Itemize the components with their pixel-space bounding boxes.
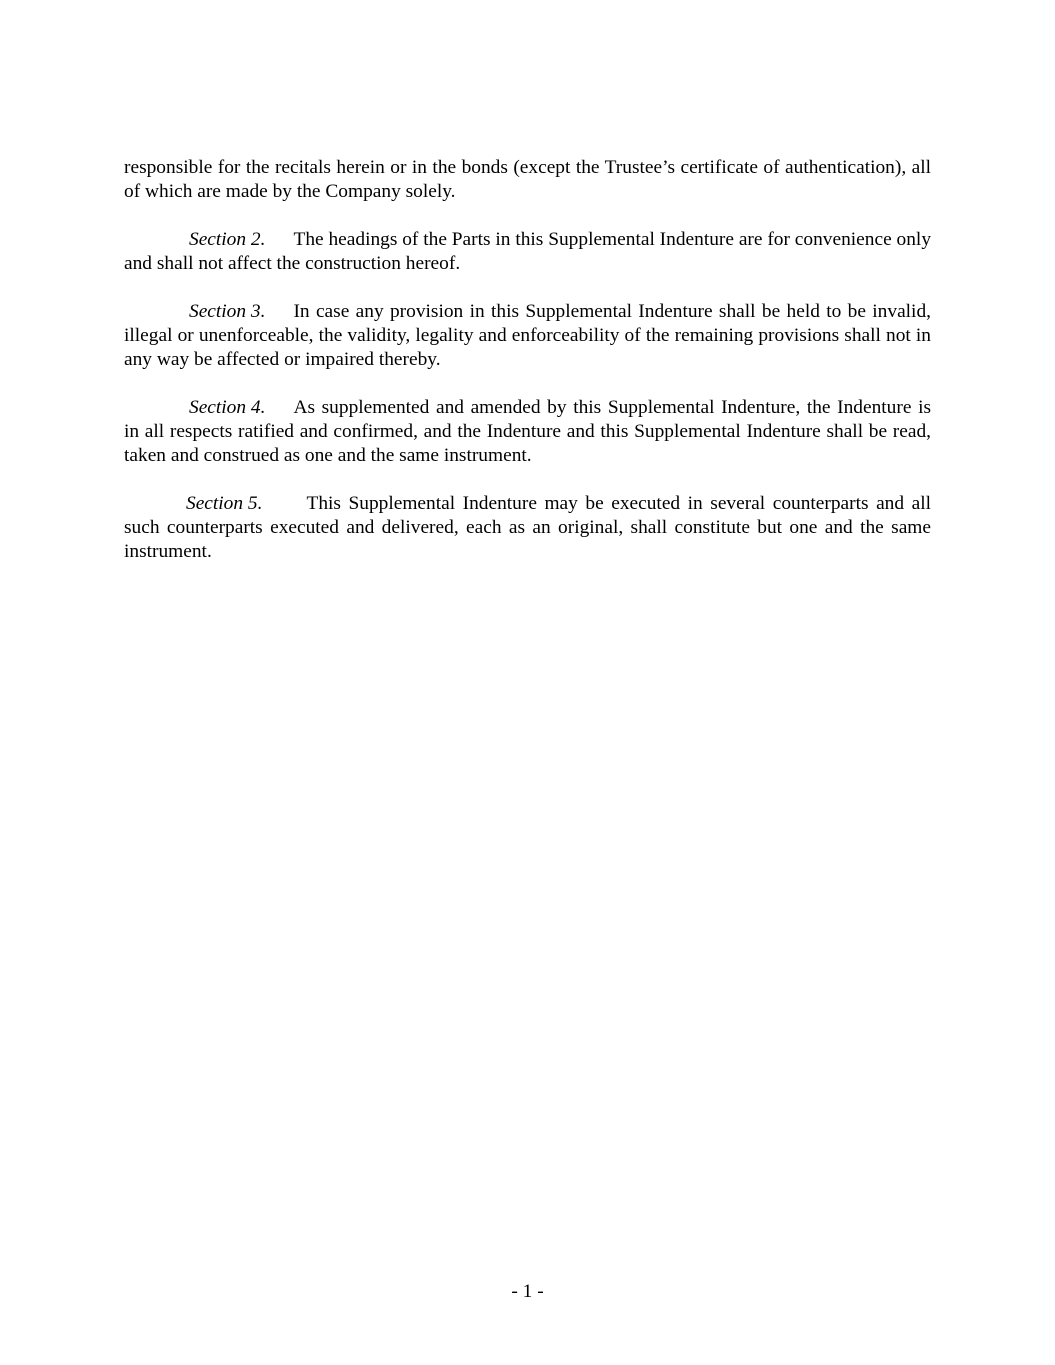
section-5-paragraph — [124, 492, 931, 564]
section-4-paragraph — [124, 396, 931, 468]
section-2-text: The headings of the Parts in this Supplemental Indenture are for convenience only and shall not affect the construction hereof. — [124, 229, 932, 274]
section-3-text: In case any provision in this Supplemental Indenture shall be held to be invalid, illegal or unenforceable, the validity, legality and enforceability of the remaining provisions shall not in any way be affected or impaired thereby. — [124, 301, 931, 370]
section-4-label: Section 4. — [189, 397, 266, 418]
section-4-text: As supplemented and amended by this Supplemental Indenture, the Indenture is in all respects ratified and confirmed, and the Indenture and this Supplemental Indenture shall be read, taken and construed as one and the same instrument. — [124, 397, 931, 466]
continuation-paragraph: responsible for the recitals herein or in the bonds (except the Trustee’s certificate of authentication), all of which are made by the Company solely. — [124, 157, 931, 202]
section-5-text: This Supplemental Indenture may be executed in several counterparts and all such counterparts executed and delivered, each as an original, shall constitute but one and the same instrument. — [124, 493, 931, 562]
section-2-paragraph — [124, 228, 931, 276]
section-3-paragraph — [124, 300, 931, 372]
section-2-label: Section 2. — [189, 229, 266, 250]
page-number: - 1 - — [511, 1281, 544, 1302]
document-body — [124, 156, 931, 588]
section-3-label: Section 3. — [189, 301, 266, 322]
section-5-label: Section 5. — [186, 493, 263, 514]
